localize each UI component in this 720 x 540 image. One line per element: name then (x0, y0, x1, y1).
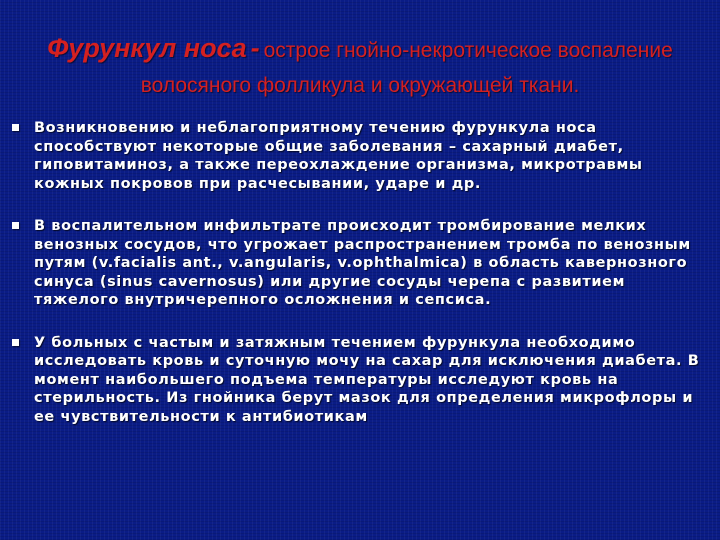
square-bullet-icon (12, 339, 19, 346)
bullet-item (10, 334, 700, 427)
title-definition: острое гнойно-некротическое воспаление волосяного фолликула и окружающей ткани. (140, 39, 673, 97)
bullet-item (10, 217, 700, 310)
square-bullet-icon (12, 222, 19, 229)
bullet-text: Возникновению и неблагоприятному течению фурункула носа способствуют некоторые общие заболевания – сахарный диабет, гиповитаминоз, а также переохлаждение организма, микротравмы кожных покровов при расчесывании, ударе и др. (34, 120, 643, 192)
title-main: Фурункул носа (47, 33, 247, 63)
bullet-item (10, 119, 700, 193)
bullet-list (10, 119, 700, 450)
title-dash: - (250, 33, 260, 63)
bullet-text: У больных с частым и затяжным течением фурункула необходимо исследовать кровь и суточную мочу на сахар для исключения диабета. В момент наибольшего подъема температуры исследуют кровь на стерильность. Из гнойника берут мазок для определения микрофлоры и ее чувствительности к антибиотикам (34, 334, 700, 425)
bullet-text: В воспалительном инфильтрате происходит тромбирование мелких венозных сосудов, что угрожает распространением тромба по венозным путям (v.facialis ant., v.angularis, v.ophthalmica) в область кавернозного синуса (sinus cavernosus) или другие сосуды черепа с развитием тяжелого внутричерепного осложнения и сепсиса. (34, 218, 691, 308)
slide-title (28, 32, 692, 104)
square-bullet-icon (12, 124, 19, 131)
